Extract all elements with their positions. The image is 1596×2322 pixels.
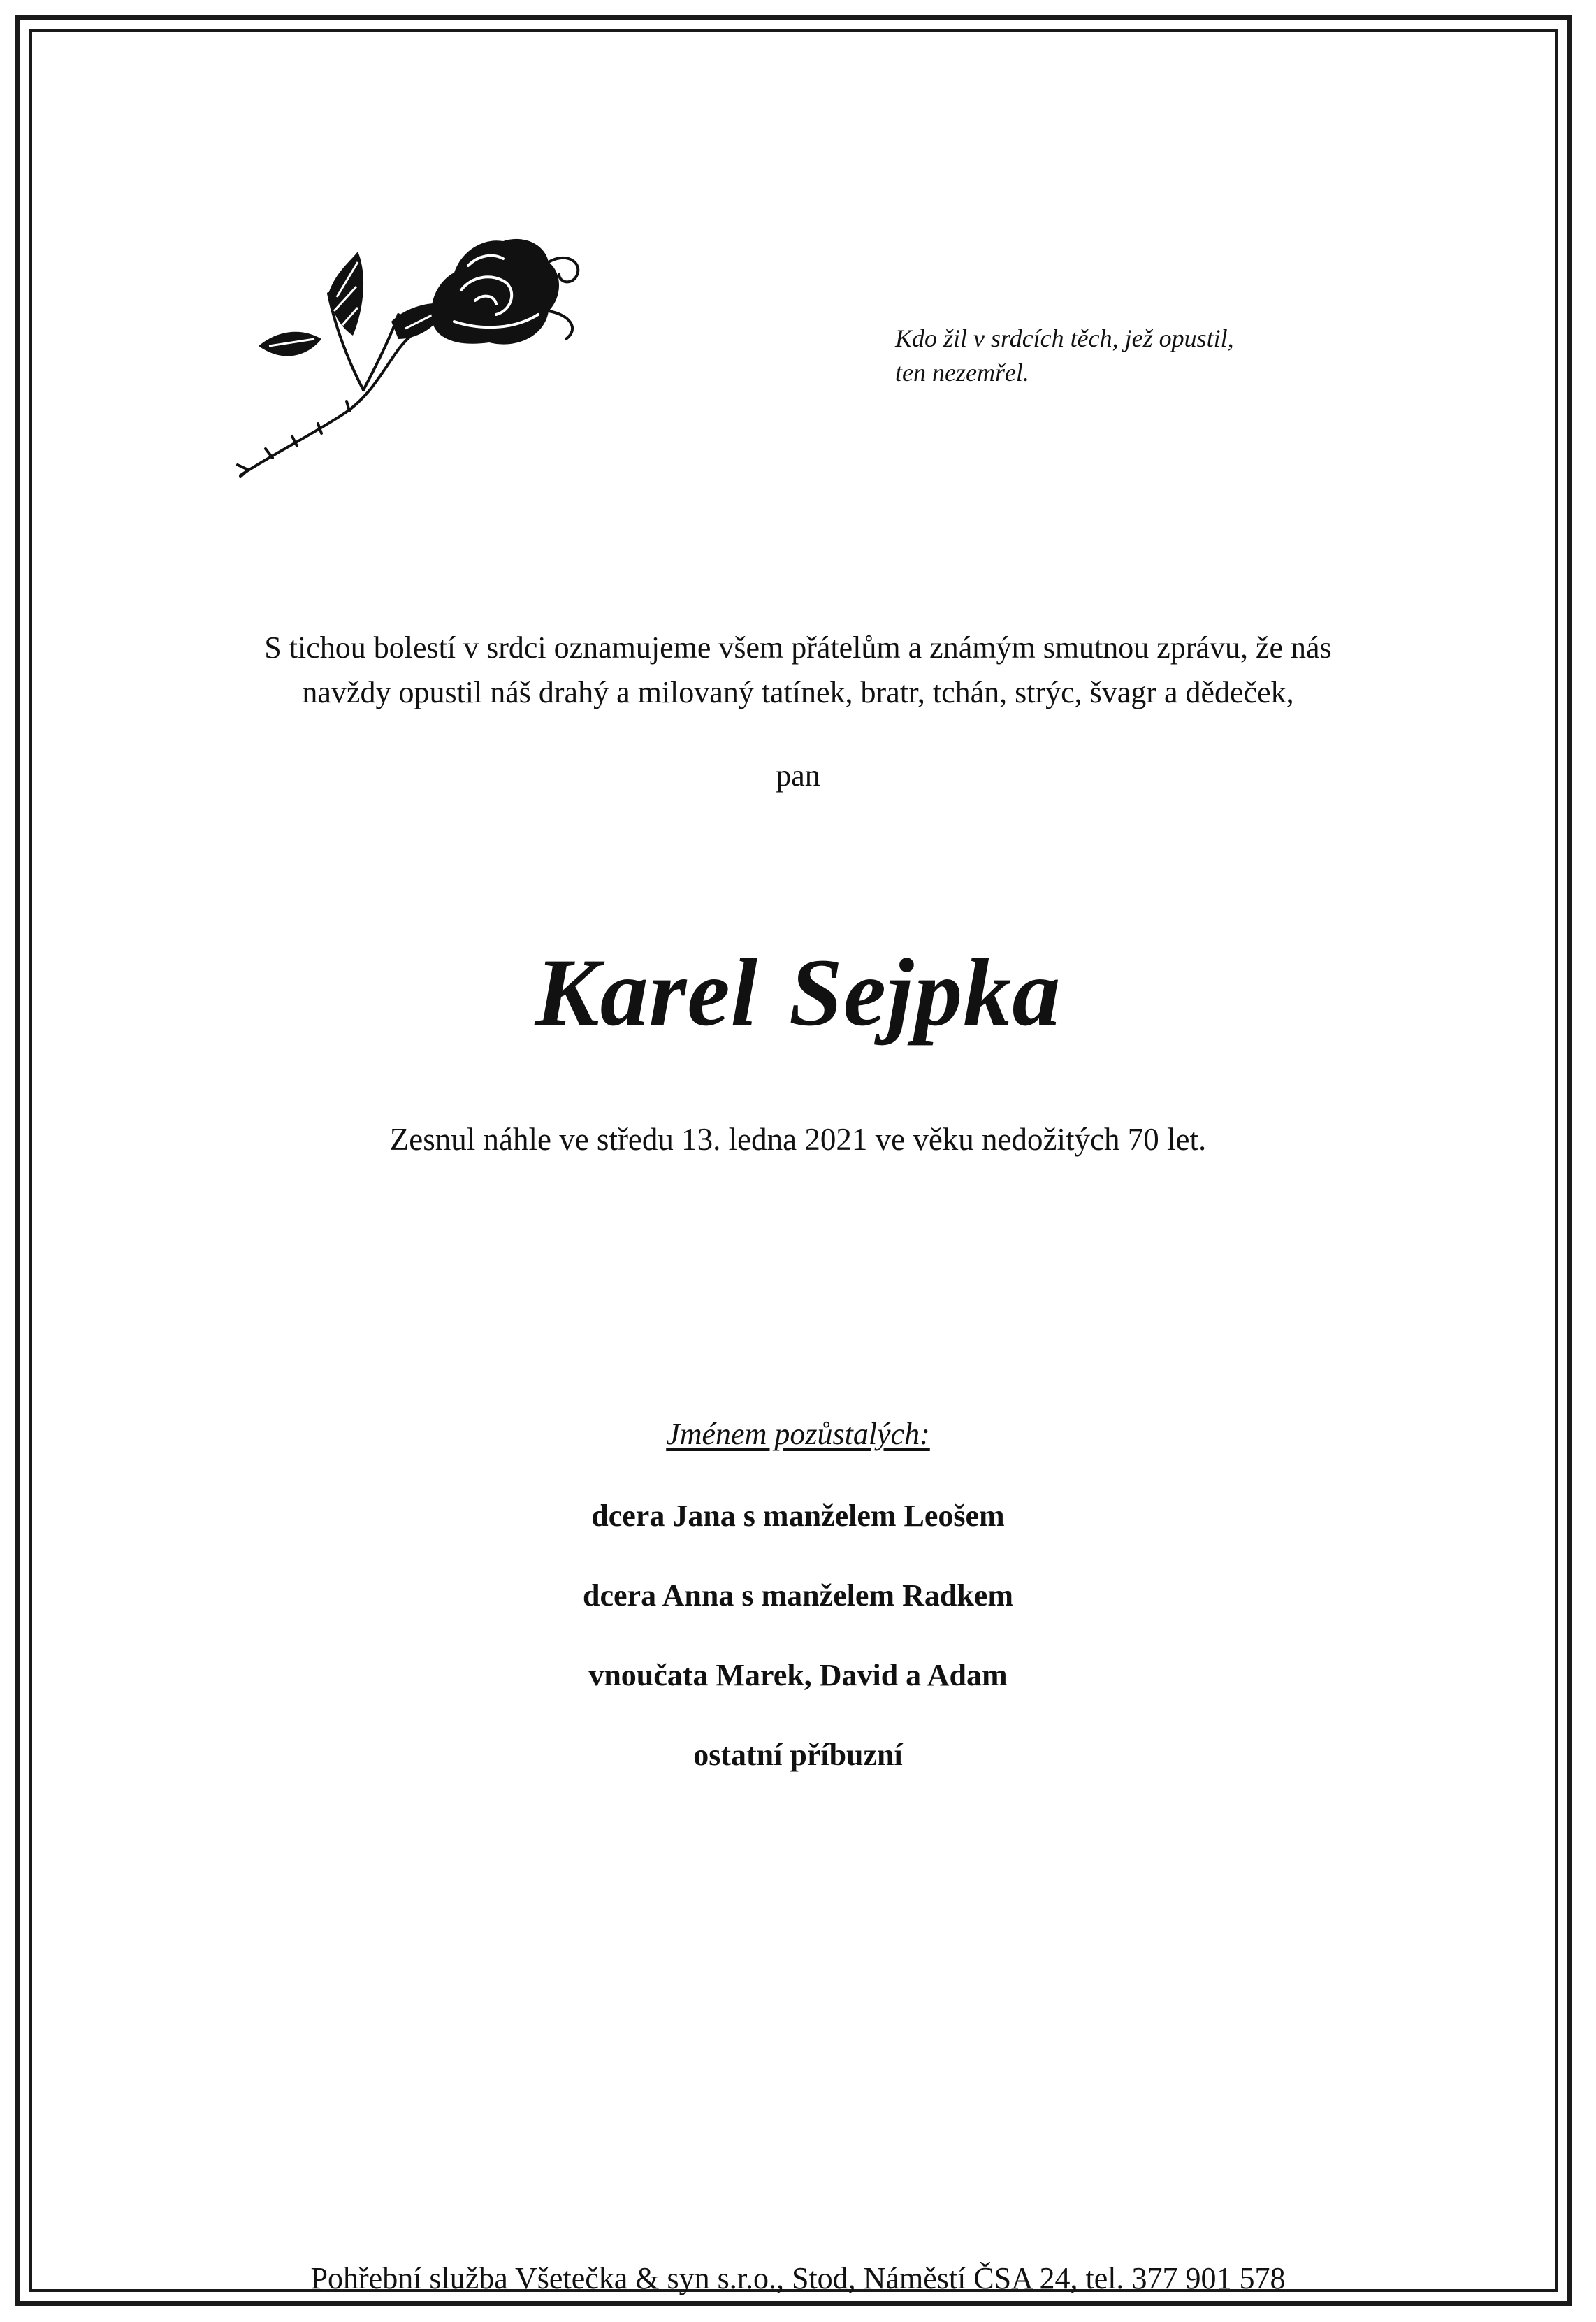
salutation: pan	[776, 758, 820, 793]
list-item: vnoučata Marek, David a Adam	[588, 1658, 1008, 1692]
list-item: dcera Anna s manželem Radkem	[583, 1578, 1013, 1613]
survivors-heading	[0, 1412, 1596, 1457]
deceased-name	[0, 937, 1596, 1048]
motto-quote: Kdo žil v srdcích těch, jež opustil, ten nezemřel.	[895, 324, 1234, 387]
survivors-list	[0, 1494, 1596, 1812]
list-item: dcera Jana s manželem Leošem	[591, 1499, 1005, 1533]
announcement-text: S tichou bolestí v srdci oznamujeme všem přátelům a známým smutnou zprávu, že nás navždy opustil náš drahý a milovaný tatínek, bratr, tchán, strýc, švagr a dědeček,	[264, 630, 1332, 709]
deceased-first-name: Karel	[535, 939, 758, 1046]
survivors-heading-text: Jménem pozůstalých:	[666, 1417, 930, 1451]
funeral-service-footer: Pohřební služba Všetečka & syn s.r.o., Stod, Náměstí ČSA 24, tel. 377 901 578	[310, 2261, 1286, 2295]
rose-icon	[231, 224, 594, 482]
deceased-last-name: Sejpka	[789, 939, 1061, 1046]
death-notice: Zesnul náhle ve středu 13. ledna 2021 ve věku nedožitých 70 let.	[389, 1122, 1207, 1157]
list-item: ostatní příbuzní	[693, 1738, 903, 1772]
